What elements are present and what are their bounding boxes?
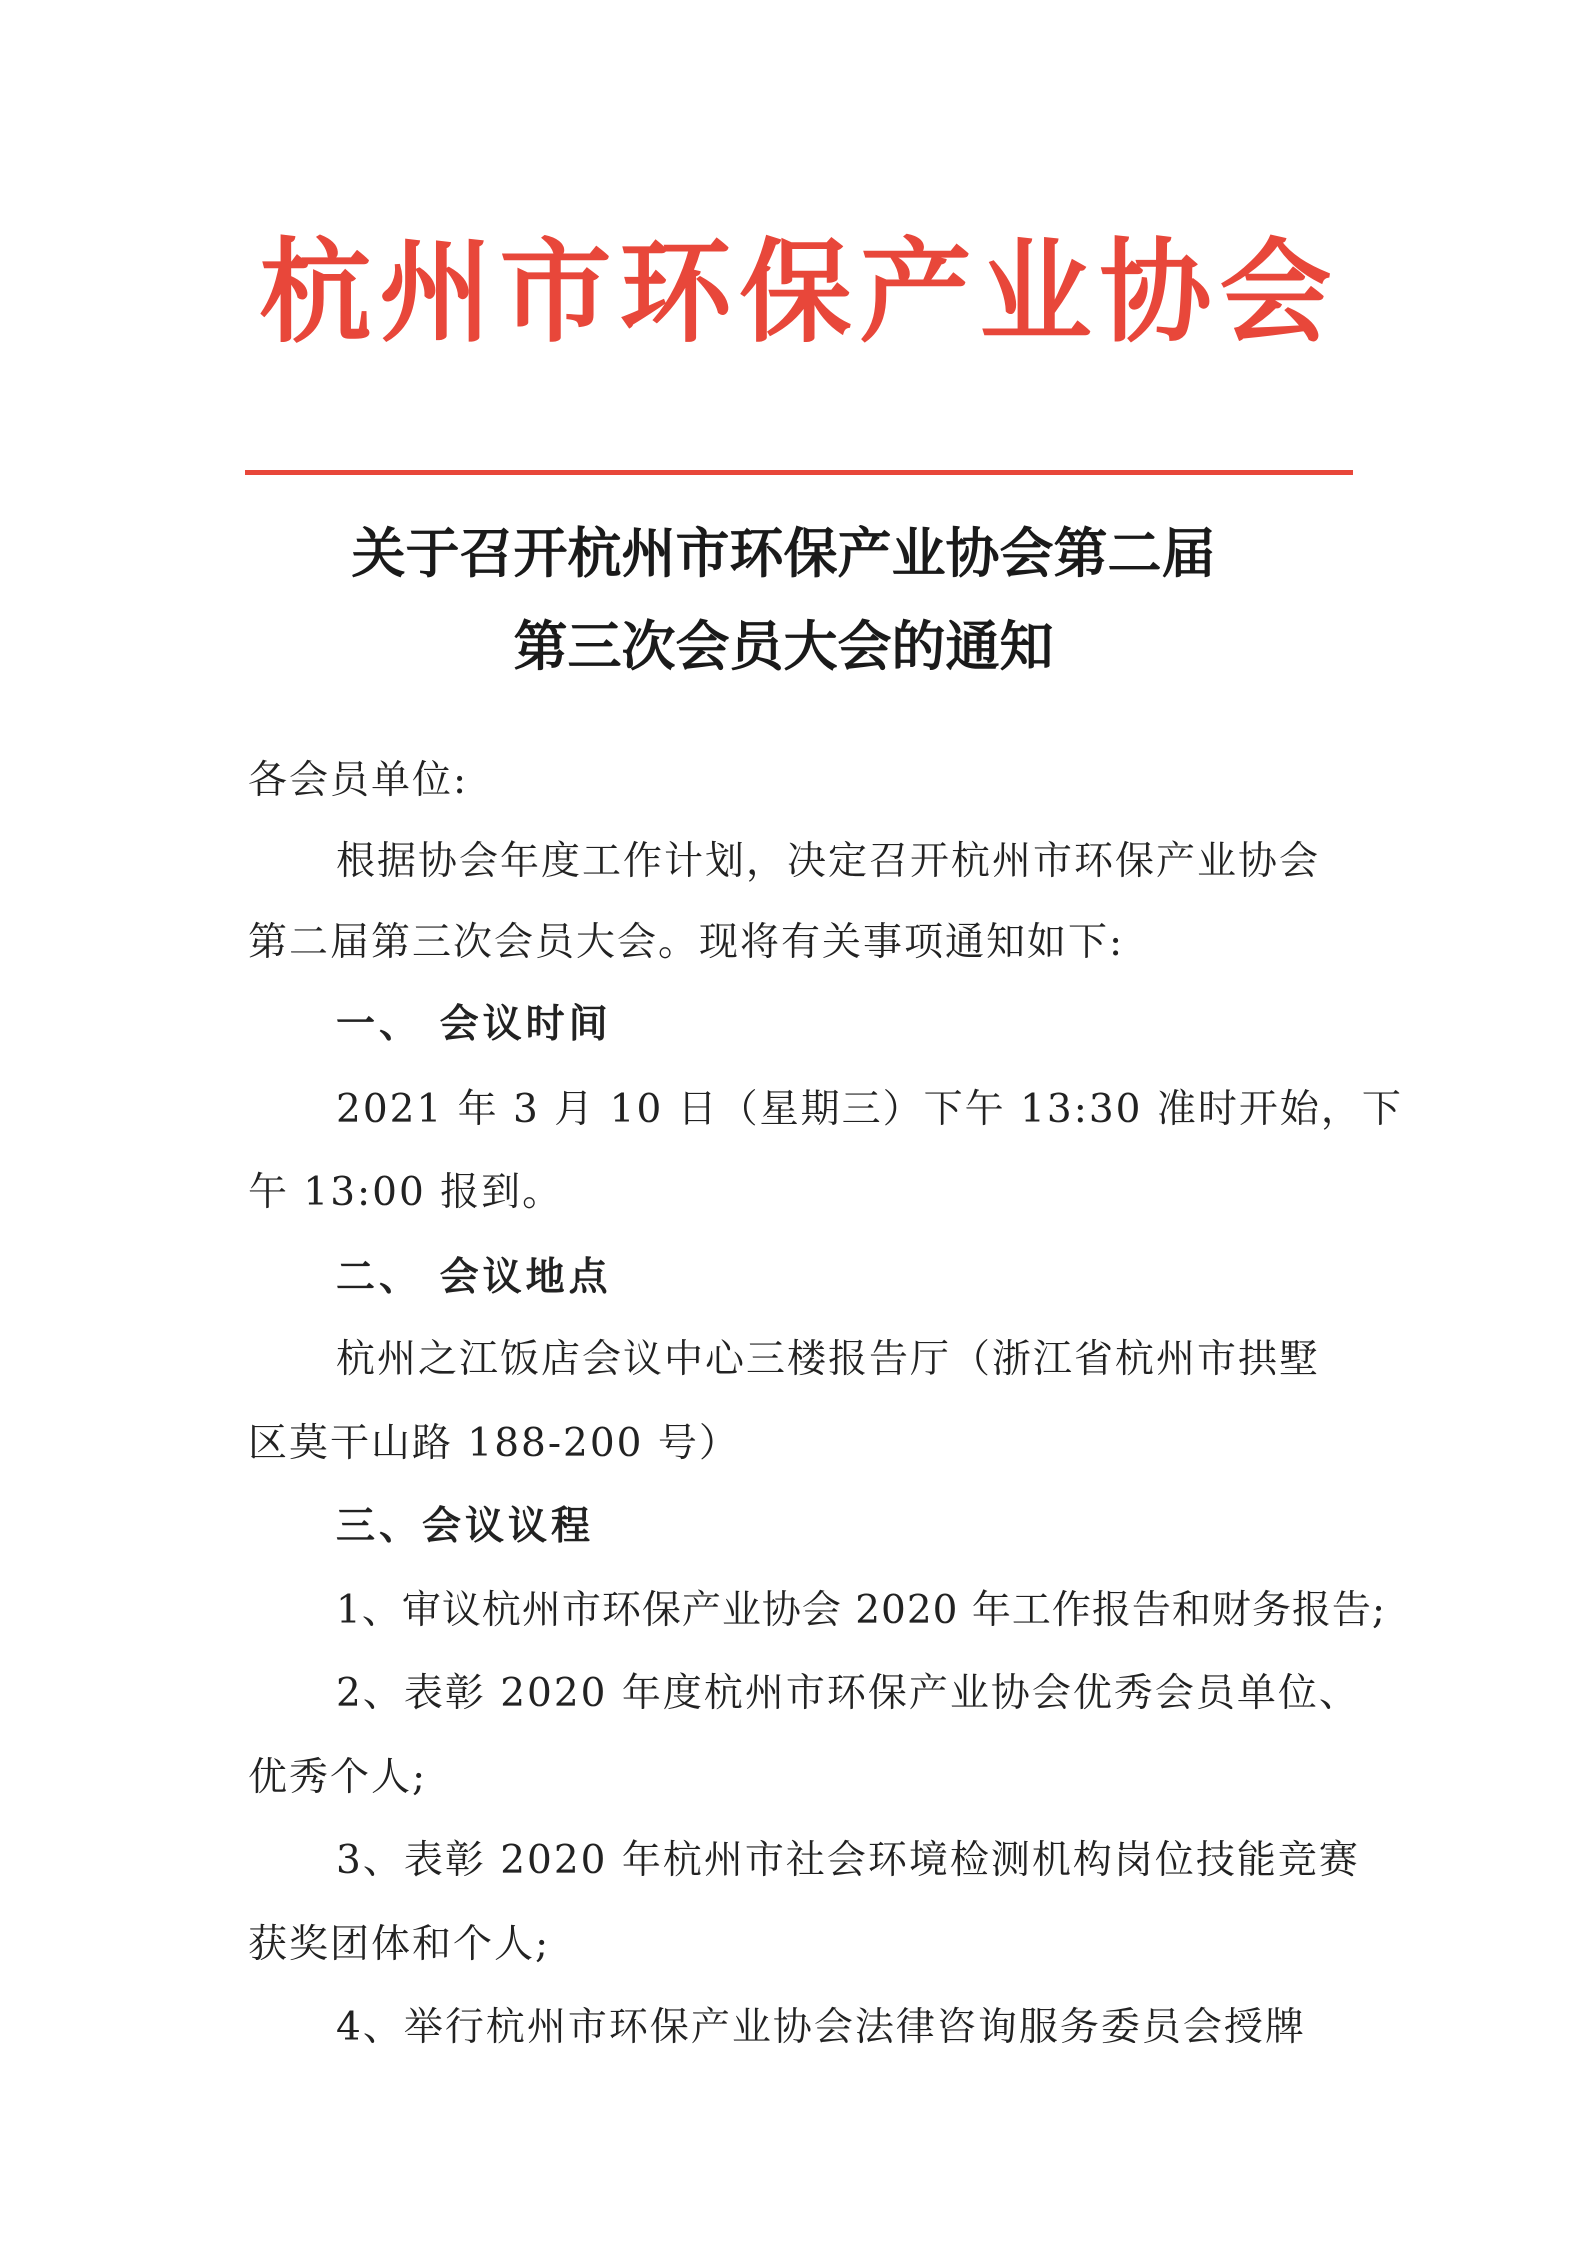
agenda-item-2-line-1: 2、表彰 2020 年度杭州市环保产业协会优秀会员单位、 <box>336 1671 1360 1716</box>
section-3-heading: 三、会议议程 <box>336 1504 595 1549</box>
notice-title-line-1: 关于召开杭州市环保产业协会第二届 <box>351 521 1216 585</box>
agenda-item-3-line-1: 3、表彰 2020 年杭州市社会环境检测机构岗位技能竞赛 <box>336 1838 1360 1883</box>
masthead-title: 杭州市环保产业协会 <box>259 227 1340 358</box>
section-2-heading: 二、 会议地点 <box>336 1255 612 1300</box>
salutation: 各会员单位: <box>248 758 469 803</box>
section-1-heading: 一、 会议时间 <box>336 1002 612 1047</box>
agenda-item-1: 1、审议杭州市环保产业协会 2020 年工作报告和财务报告; <box>336 1588 1386 1633</box>
section-1-line-1: 2021 年 3 月 10 日（星期三）下午 13:30 准时开始，下 <box>336 1087 1403 1132</box>
agenda-item-4-line-1: 4、举行杭州市环保产业协会法律咨询服务委员会授牌 <box>336 2005 1306 2050</box>
agenda-item-2-line-2: 优秀个人; <box>248 1755 428 1800</box>
intro-line-1: 根据协会年度工作计划，决定召开杭州市环保产业协会 <box>336 839 1321 884</box>
masthead-red-rule <box>245 470 1353 475</box>
notice-title-line-2: 第三次会员大会的通知 <box>513 614 1054 678</box>
section-2-line-2: 区莫干山路 188-200 号） <box>248 1421 740 1466</box>
section-1-line-2: 午 13:00 报到。 <box>248 1170 564 1215</box>
section-2-line-1: 杭州之江饭店会议中心三楼报告厅（浙江省杭州市拱墅 <box>336 1337 1321 1382</box>
agenda-item-3-line-2: 获奖团体和个人; <box>248 1922 551 1967</box>
intro-line-2: 第二届第三次会员大会。现将有关事项通知如下: <box>248 920 1125 965</box>
